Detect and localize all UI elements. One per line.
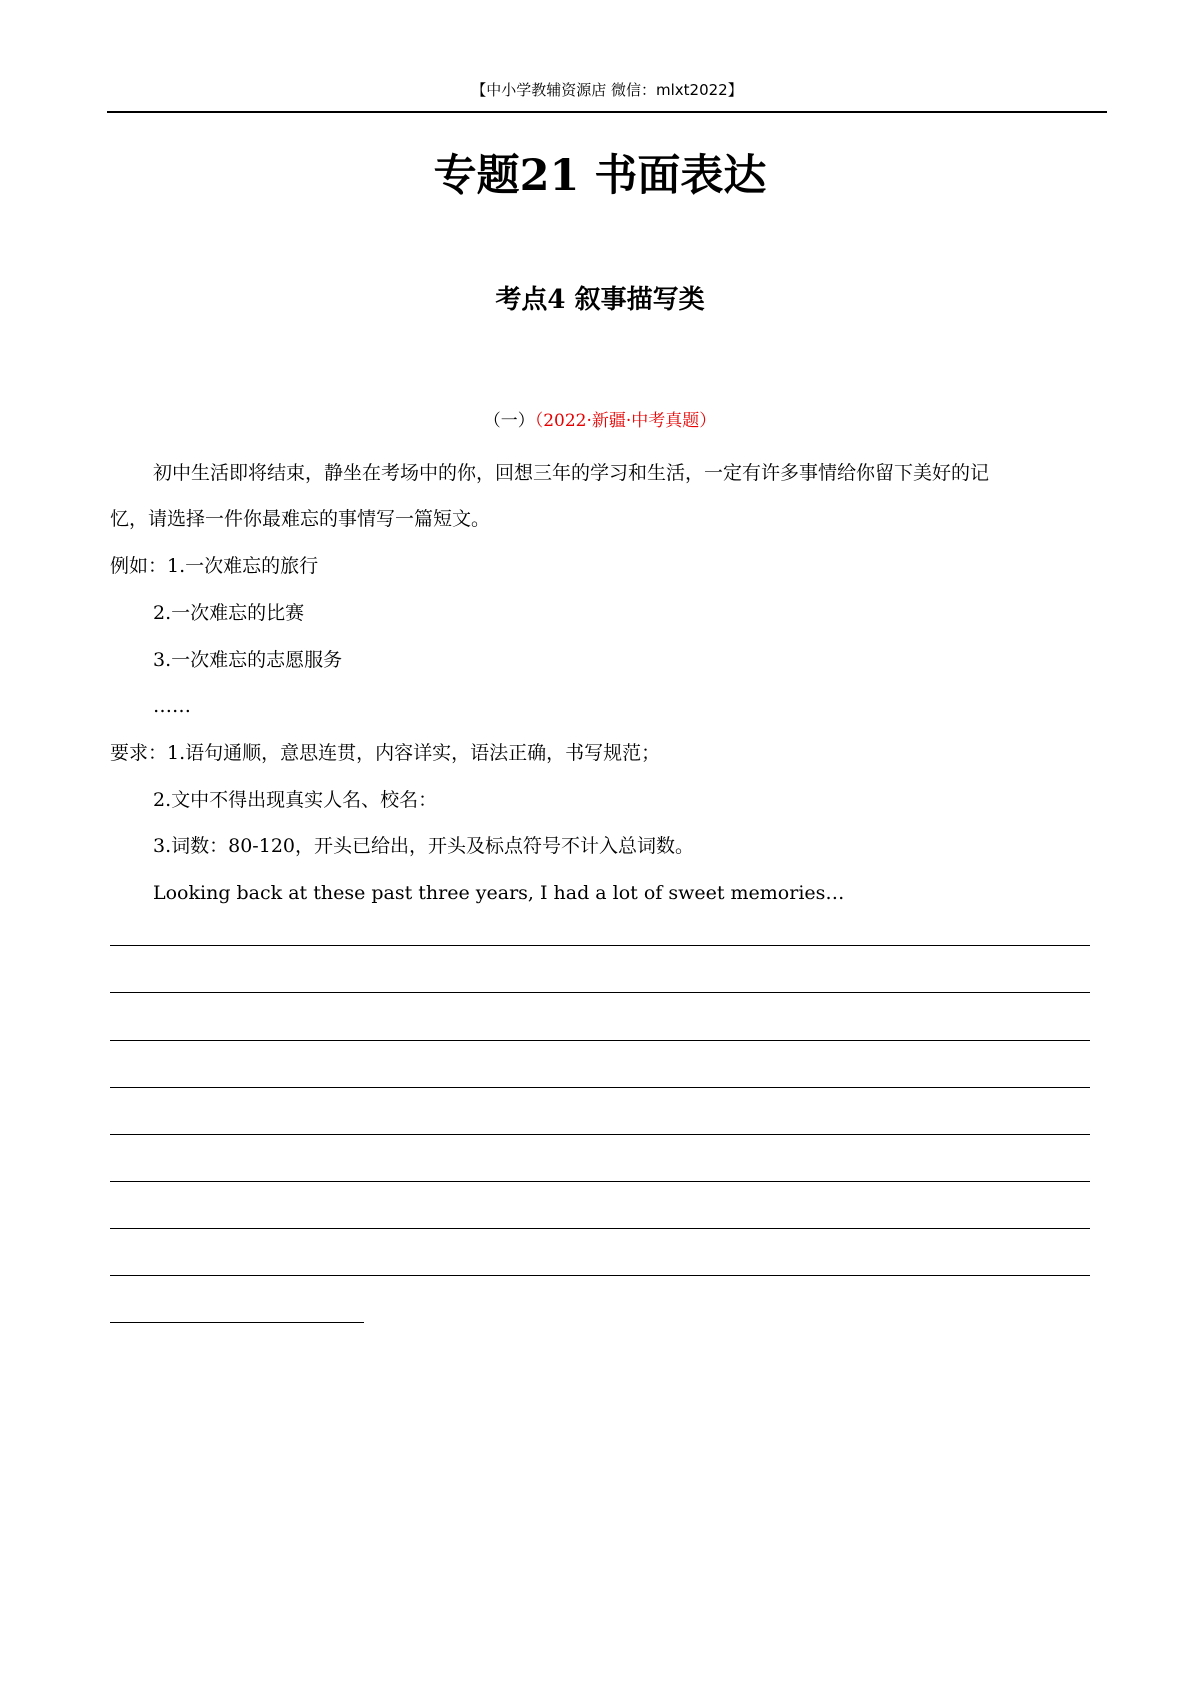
example-item: 2.一次难忘的比赛 (153, 602, 305, 624)
example-item: 3.一次难忘的志愿服务 (153, 649, 343, 671)
examples-label: 例如： (110, 555, 168, 577)
question-heading (0, 408, 1200, 434)
section-subtitle: 考点4 叙事描写类 (495, 285, 705, 315)
answer-line[interactable] (110, 1087, 1090, 1088)
requirement-item: 2.文中不得出现真实人名、校名： (153, 789, 438, 811)
example-item: 1.一次难忘的旅行 (167, 555, 319, 577)
question-source: （2022·新疆·中考真题） (534, 411, 717, 431)
essay-opening: Looking back at these past three years, I had a lot of sweet memories… (153, 882, 845, 904)
answer-line[interactable] (110, 945, 1090, 946)
answer-line[interactable] (110, 1228, 1090, 1229)
header-divider (107, 111, 1107, 113)
page-title: 专题21 书面表达 (433, 151, 767, 201)
question-number: （一） (483, 411, 535, 431)
requirement-item: 3.词数：80-120，开头已给出，开头及标点符号不计入总词数。 (153, 835, 694, 857)
requirements-label: 要求： (110, 742, 168, 764)
prompt-line-2: 忆，请选择一件你最难忘的事情写一篇短文。 (110, 508, 491, 530)
requirement-item: 1.语句通顺，意思连贯，内容详实，语法正确，书写规范； (167, 742, 661, 764)
answer-line[interactable] (110, 1275, 1090, 1276)
answer-line[interactable] (110, 1040, 1090, 1041)
answer-line[interactable] (110, 992, 1090, 993)
answer-line[interactable] (110, 1134, 1090, 1135)
requirements-row (110, 739, 660, 767)
examples-row (110, 552, 318, 580)
prompt-line-1: 初中生活即将结束，静坐在考场中的你，回想三年的学习和生活，一定有许多事情给你留下美好的记 (153, 462, 990, 484)
examples-ellipsis: …… (153, 695, 191, 717)
page-header: 【中小学教辅资源店 微信：mlxt2022】 (471, 81, 743, 99)
answer-line[interactable] (110, 1181, 1090, 1182)
answer-line[interactable] (110, 1322, 364, 1323)
